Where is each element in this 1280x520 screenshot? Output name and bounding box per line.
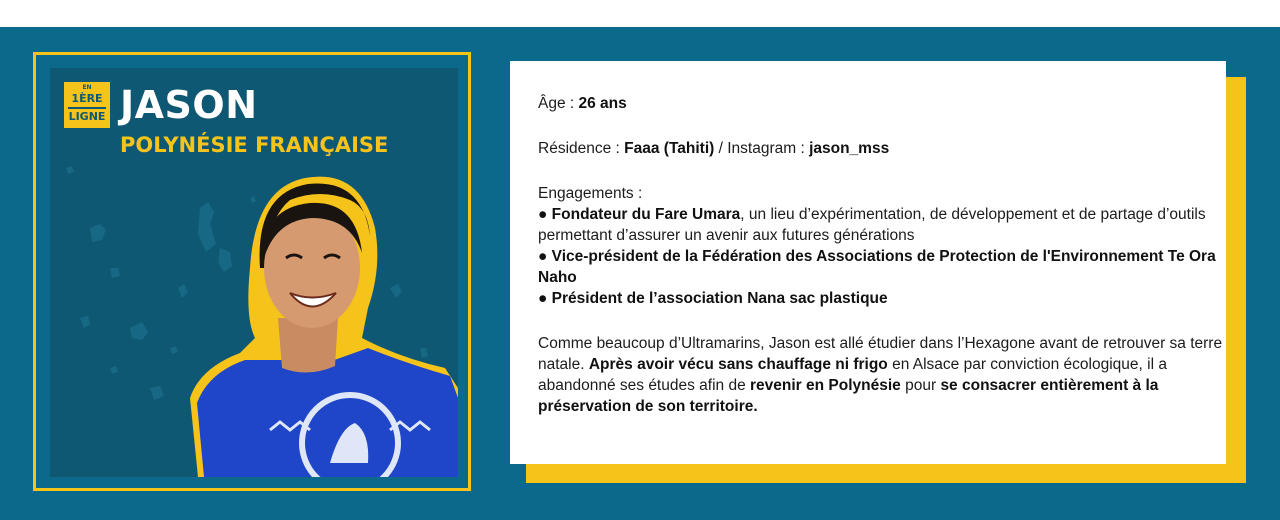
list-item xyxy=(538,204,1226,246)
engagement-description: , un lieu d’expérimentation, de développement et de partage d’outils permettant d’assurer un avenir aux futures générations xyxy=(538,206,1206,244)
engagement-title: ● Président de l’association Nana sac plastique xyxy=(538,290,888,307)
instagram-label: / Instagram : xyxy=(714,140,810,157)
instagram-handle: jason_mss xyxy=(809,140,890,157)
logo-separator xyxy=(68,107,106,109)
profile-photo xyxy=(50,68,458,477)
age-line xyxy=(538,93,1226,114)
engagements-list xyxy=(538,204,1226,309)
person-illustration xyxy=(50,68,458,477)
residence-label: Résidence : xyxy=(538,140,625,157)
person-name: JASON xyxy=(120,83,258,127)
logo-en-text: EN xyxy=(82,84,92,91)
list-item xyxy=(538,246,1226,288)
residence-line xyxy=(538,138,1226,159)
spacer xyxy=(538,159,1226,183)
age-value: 26 ans xyxy=(578,95,627,112)
residence-value: Faaa (Tahiti) xyxy=(624,140,715,157)
engagement-title: ● Vice-président de la Fédération des Associations de Protection de l'Environnement Te Ora Naho xyxy=(538,248,1216,286)
age-label: Âge : xyxy=(538,95,579,112)
bio-highlight: revenir en Polynésie xyxy=(750,377,901,394)
bio-text: Comme beaucoup d’Ultramarins, Jason est allé étudier dans l’Hexagone avant de retrouver sa terre natale. xyxy=(538,335,1223,373)
bio-highlight: Après avoir vécu sans chauffage ni frigo xyxy=(588,356,888,373)
bio-highlight: se consacrer entièrement à la préservation de son territoire. xyxy=(538,377,1159,415)
person-region: POLYNÉSIE FRANÇAISE xyxy=(120,133,389,157)
engagement-title: ● Fondateur du Fare Umara xyxy=(538,206,741,223)
bio-text: pour xyxy=(900,377,941,394)
info-card xyxy=(510,61,1226,464)
engagements-label: Engagements : xyxy=(538,185,643,202)
bio-paragraph xyxy=(538,333,1226,417)
logo-line1: 1ÈRE xyxy=(71,92,103,105)
spacer xyxy=(538,114,1226,138)
la-1ere-logo xyxy=(64,82,110,128)
bio-text: en Alsace par conviction écologique, il a abandonné ses études afin de xyxy=(538,356,1167,394)
spacer xyxy=(538,309,1226,333)
list-item xyxy=(538,288,1226,309)
logo-line2: LIGNE xyxy=(68,110,106,123)
